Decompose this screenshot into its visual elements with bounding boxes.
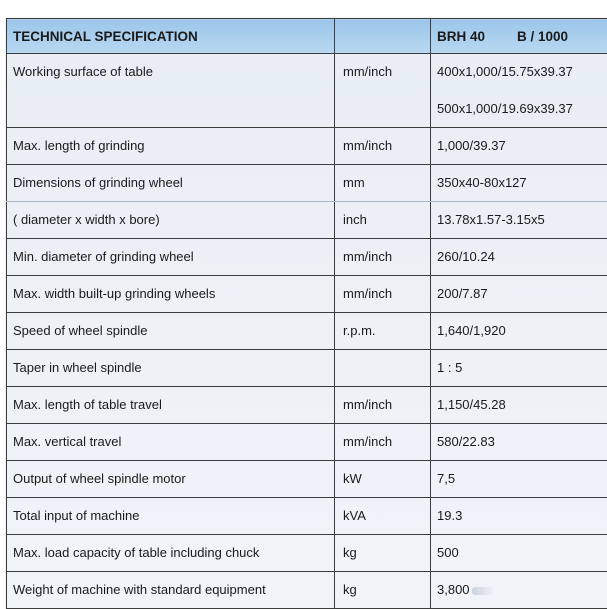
table-row xyxy=(7,461,607,498)
row-value xyxy=(431,572,607,609)
row-value: 1,150/45.28 xyxy=(431,387,607,424)
row-label: Min. diameter of grinding wheel xyxy=(7,239,335,276)
table-row xyxy=(7,313,607,350)
table-row xyxy=(7,54,607,128)
row-value-line2: 500x1,000/19.69x39.37 xyxy=(437,101,573,116)
row-label: ( diameter x width x bore) xyxy=(7,202,335,239)
table-row xyxy=(7,498,607,535)
row-unit: mm xyxy=(335,165,431,202)
row-value: 350x40-80x127 xyxy=(431,165,607,202)
row-value-text: 3,800 xyxy=(437,582,470,597)
row-unit: mm/inch xyxy=(335,276,431,313)
table-row xyxy=(7,165,607,202)
row-unit: kVA xyxy=(335,498,431,535)
row-unit: kg xyxy=(335,572,431,609)
model-name: BRH 40 xyxy=(437,28,486,44)
row-unit: inch xyxy=(335,202,431,239)
row-label: Working surface of table xyxy=(7,54,335,128)
model-variant: B / 1000 xyxy=(517,28,569,44)
row-unit: mm/inch xyxy=(335,239,431,276)
model-header xyxy=(431,19,607,54)
table-row xyxy=(7,535,607,572)
row-value: 500 xyxy=(431,535,607,572)
row-label: Taper in wheel spindle xyxy=(7,350,335,387)
row-label: Max. length of grinding xyxy=(7,128,335,165)
row-value: 13.78x1.57-3.15x5 xyxy=(431,202,607,239)
header-row xyxy=(7,19,607,54)
row-value: 1,000/39.37 xyxy=(431,128,607,165)
table-title: TECHNICAL SPECIFICATION xyxy=(7,19,335,54)
row-value: 7,5 xyxy=(431,461,607,498)
row-unit: mm/inch xyxy=(335,54,431,128)
row-label: Total input of machine xyxy=(7,498,335,535)
technical-specification-table xyxy=(6,18,607,609)
row-label: Weight of machine with standard equipment xyxy=(7,572,335,609)
spec-sheet xyxy=(6,18,607,609)
row-unit: mm/inch xyxy=(335,424,431,461)
table-row xyxy=(7,350,607,387)
row-label: Dimensions of grinding wheel xyxy=(7,165,335,202)
table-row xyxy=(7,387,607,424)
row-value: 1,640/1,920 xyxy=(431,313,607,350)
row-label: Max. width built-up grinding wheels xyxy=(7,276,335,313)
row-value: 260/10.24 xyxy=(431,239,607,276)
table-row xyxy=(7,128,607,165)
table-row xyxy=(7,239,607,276)
table-row xyxy=(7,424,607,461)
table-row xyxy=(7,572,607,609)
row-value xyxy=(431,54,607,128)
row-unit: mm/inch xyxy=(335,128,431,165)
row-unit: kW xyxy=(335,461,431,498)
row-value: 19.3 xyxy=(431,498,607,535)
row-unit: mm/inch xyxy=(335,387,431,424)
unit-column-header xyxy=(335,19,431,54)
row-unit: r.p.m. xyxy=(335,313,431,350)
table-row xyxy=(7,202,607,239)
print-smudge xyxy=(472,587,494,595)
row-label: Speed of wheel spindle xyxy=(7,313,335,350)
row-value: 1 : 5 xyxy=(431,350,607,387)
row-value: 580/22.83 xyxy=(431,424,607,461)
row-unit xyxy=(335,350,431,387)
table-row xyxy=(7,276,607,313)
row-value-line1: 400x1,000/15.75x39.37 xyxy=(437,64,573,79)
row-label: Max. load capacity of table including chuck xyxy=(7,535,335,572)
row-label: Max. vertical travel xyxy=(7,424,335,461)
row-label: Output of wheel spindle motor xyxy=(7,461,335,498)
row-unit: kg xyxy=(335,535,431,572)
row-value: 200/7.87 xyxy=(431,276,607,313)
row-label: Max. length of table travel xyxy=(7,387,335,424)
